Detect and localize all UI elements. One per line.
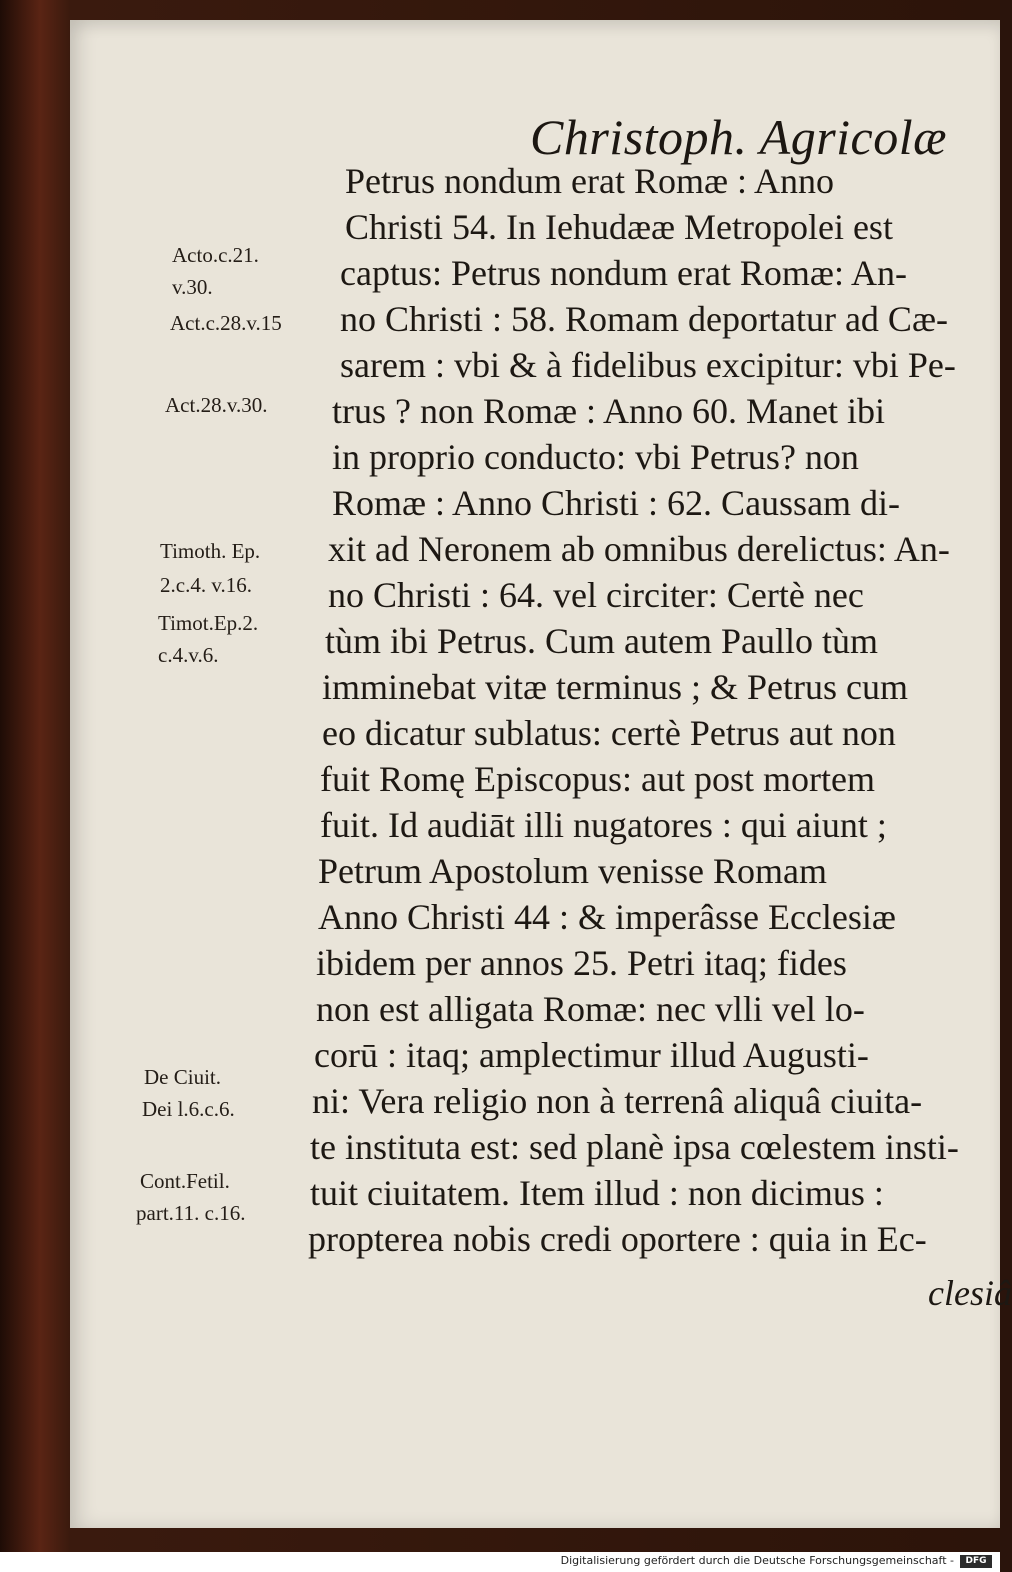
body-line: no Christi : 58. Romam deportatur ad Cæ- (340, 299, 948, 339)
margin-note: Acto.c.21. (172, 243, 259, 267)
margin-note: Timot.Ep.2. (158, 611, 259, 635)
body-line: xit ad Neronem ab omnibus derelictus: An- (328, 529, 950, 569)
body-line: in proprio conducto: vbi Petrus? non (332, 437, 859, 477)
dfg-logo-icon: DFG (960, 1555, 992, 1568)
margin-note: Dei l.6.c.6. (142, 1097, 235, 1121)
margin-note: Cont.Fetil. (140, 1169, 230, 1193)
body-line: captus: Petrus nondum erat Romæ: An- (340, 253, 907, 293)
body-line: sarem : vbi & à fidelibus excipitur: vbi Pe- (340, 345, 956, 385)
margin-note: Act.28.v.30. (165, 393, 268, 417)
running-head: Christoph. Agricolæ (530, 109, 947, 165)
margin-note: Timoth. Ep. (160, 539, 261, 563)
body-line: trus ? non Romæ : Anno 60. Manet ibi (332, 391, 885, 431)
margin-note: De Ciuit. (144, 1065, 221, 1089)
margin-note: c.4.v.6. (158, 643, 219, 667)
funding-notice: Digitalisierung gefördert durch die Deutsche Forschungsgemeinschaft - (560, 1554, 954, 1567)
body-line: tuit ciuitatem. Item illud : non dicimus : (310, 1173, 884, 1213)
body-line: Christi 54. In Iehudææ Metropolei est (345, 207, 893, 247)
margin-note: Act.c.28.v.15 (170, 311, 282, 335)
margin-note: v.30. (172, 275, 213, 299)
body-line: Romæ : Anno Christi : 62. Caussam di- (332, 483, 901, 523)
margin-note: 2.c.4. v.16. (160, 573, 252, 597)
body-line: Petrum Apostolum venisse Romam (318, 851, 827, 891)
body-line: no Christi : 64. vel circiter: Certè nec (328, 575, 864, 615)
body-line: non est alligata Romæ: nec vlli vel lo- (316, 989, 865, 1029)
body-line: ni: Vera religio non à terrenâ aliquâ ciuita- (312, 1081, 923, 1121)
body-line: fuit Romę Episcopus: aut post mortem (320, 759, 875, 799)
body-line: eo dicatur sublatus: certè Petrus aut non (322, 713, 896, 753)
body-line: tùm ibi Petrus. Cum autem Paullo tùm (325, 621, 878, 661)
book-page (70, 20, 1012, 1528)
body-line: propterea nobis credi oportere : quia in Ec- (308, 1219, 927, 1259)
digitization-footer (0, 1552, 1000, 1572)
body-line: corū : itaq; amplectimur illud Augusti- (314, 1035, 869, 1075)
body-line: Anno Christi 44 : & imperâsse Ecclesiæ (318, 897, 896, 937)
margin-note: part.11. c.16. (136, 1201, 246, 1225)
body-line: imminebat vitæ terminus ; & Petrus cum (322, 667, 908, 707)
body-line: te instituta est: sed planè ipsa cœlestem insti- (310, 1127, 959, 1167)
body-line: fuit. Id audiāt illi nugatores : qui aiunt ; (320, 805, 887, 845)
body-line: Petrus nondum erat Romæ : Anno (345, 161, 834, 201)
body-line: ibidem per annos 25. Petri itaq; fides (316, 943, 847, 983)
catchword: clesiâ (928, 1273, 1012, 1313)
